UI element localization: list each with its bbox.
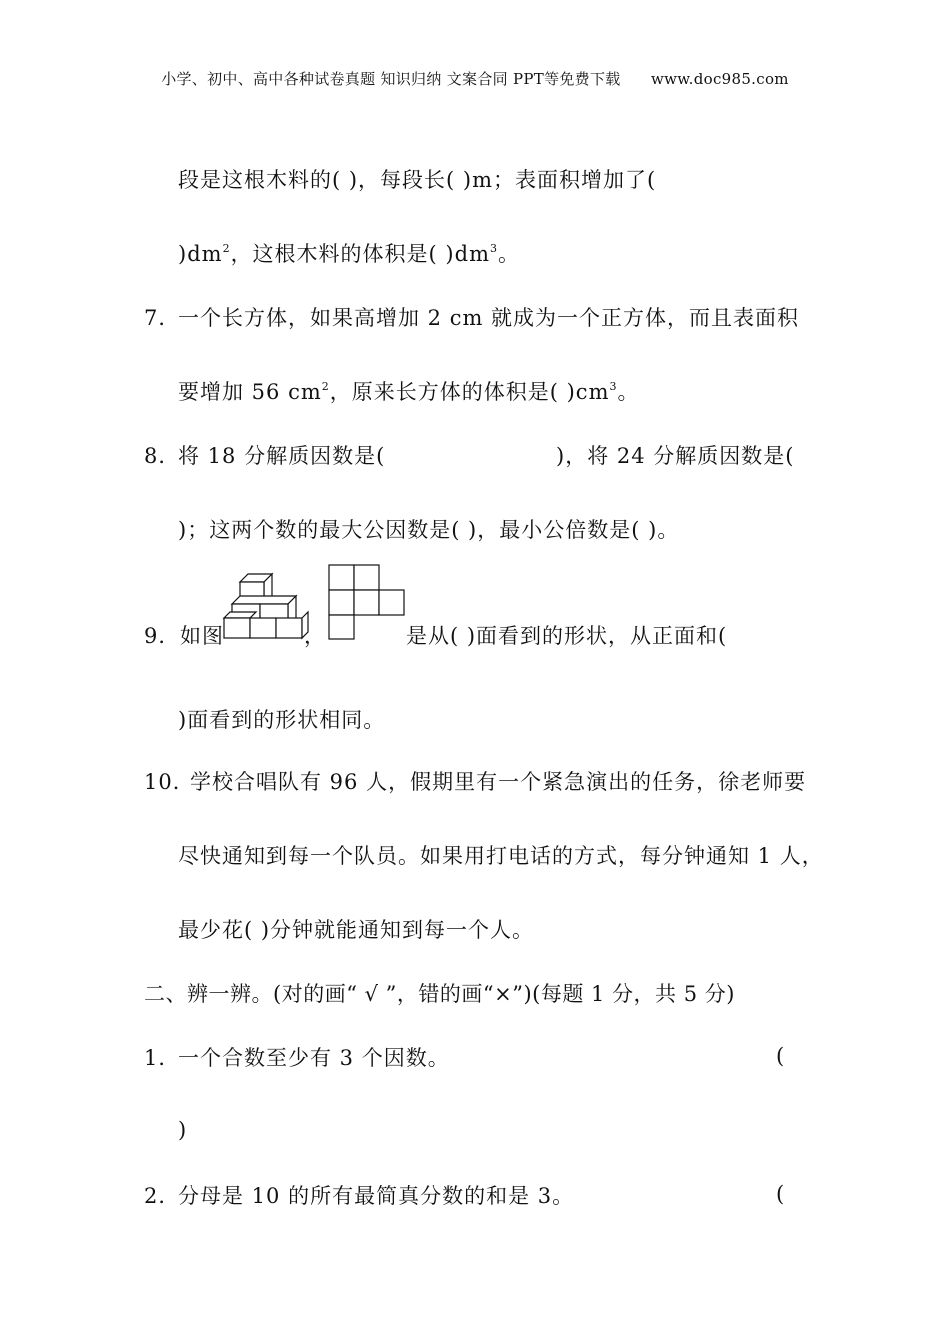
- q10-line2: 尽快通知到每一个队员。如果用打电话的方式，每分钟通知 1 人，: [178, 844, 824, 868]
- q10-line3: 最少花( )分钟就能通知到每一个人。: [178, 918, 535, 942]
- q6-line2: )$dm^2$，这根木料的体积是( )$dm^3$。: [178, 242, 520, 266]
- q10-number: 10．: [144, 770, 195, 794]
- s2q1-paren-open: (: [776, 1044, 785, 1068]
- q6-line1: 段是这根木料的( )，每段长( )m；表面积增加了(: [178, 168, 657, 192]
- page-header: [0, 68, 950, 89]
- s2q1-number: 1．: [144, 1046, 181, 1070]
- q7-line2: 要增加 56 $cm^2$，原来长方体的体积是( )$cm^3$。: [178, 380, 640, 404]
- q9-comma: ，: [304, 624, 326, 648]
- q9-prefix: 如图: [180, 624, 224, 648]
- header-text: 小学、初中、高中各种试卷真题 知识归纳 文案合同 PPT等免费下载: [161, 70, 621, 88]
- q9-number: 9．: [144, 624, 181, 648]
- s2q2-paren-open: (: [776, 1182, 785, 1206]
- q8-line1a: 将 18 分解质因数是(: [178, 444, 386, 468]
- q8-line1b: )，将 24 分解质因数是(: [556, 444, 795, 468]
- q7-line1: 一个长方体，如果高增加 2 cm 就成为一个正方体，而且表面积: [178, 306, 800, 330]
- q8-number: 8．: [144, 444, 181, 468]
- section2-title: 二、辨一辨。(对的画“ √ ”，错的画“×”)(每题 1 分，共 5 分): [144, 982, 735, 1006]
- header-site: www.doc985.com: [651, 70, 789, 88]
- s2q1-text: 一个合数至少有 3 个因数。: [178, 1046, 450, 1070]
- q9-line2: )面看到的形状相同。: [178, 708, 386, 732]
- q8-line2: )；这两个数的最大公因数是( )，最小公倍数是( )。: [178, 518, 680, 542]
- q10-line1: 学校合唱队有 96 人，假期里有一个紧急演出的任务，徐老师要: [190, 770, 807, 794]
- plane-view-figure: [328, 564, 408, 640]
- s2q2-number: 2．: [144, 1184, 181, 1208]
- q9-line1: 是从( )面看到的形状，从正面和(: [406, 624, 728, 648]
- s2q2-text: 分母是 10 的所有最简真分数的和是 3。: [178, 1184, 575, 1208]
- cube-stack-figure: [224, 572, 312, 640]
- s2q1-paren-close: ): [178, 1118, 187, 1142]
- q7-number: 7．: [144, 306, 181, 330]
